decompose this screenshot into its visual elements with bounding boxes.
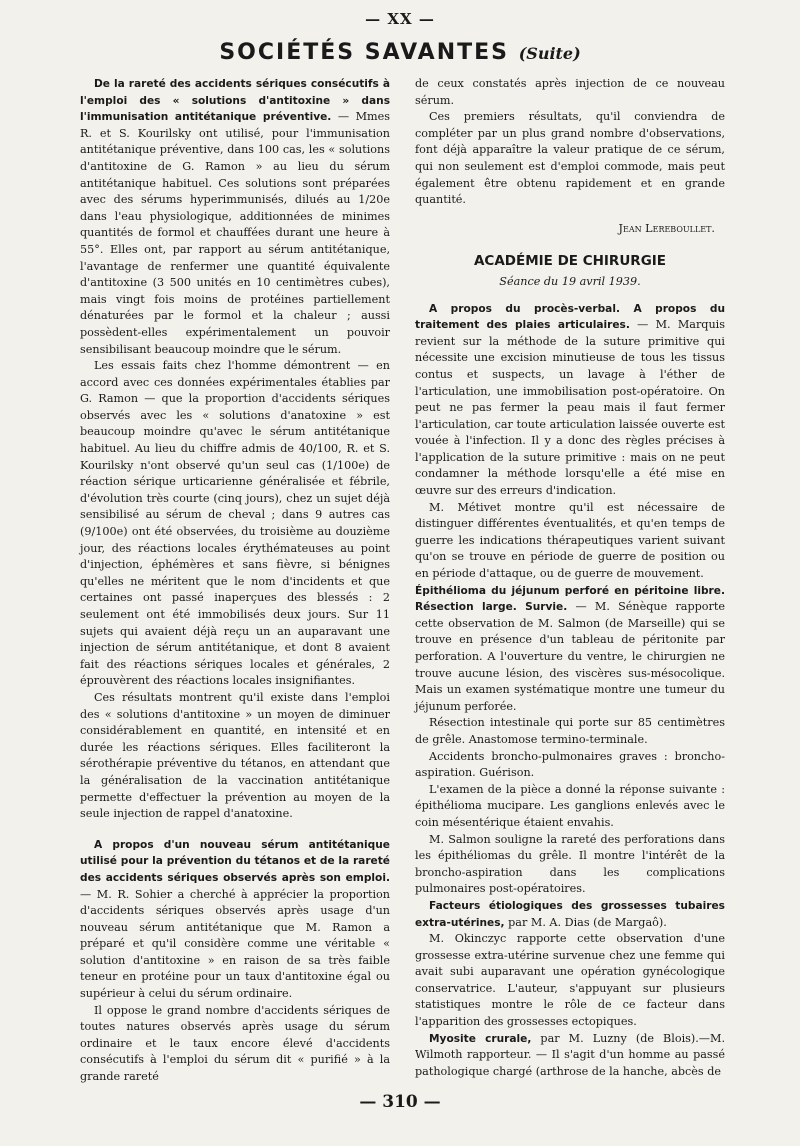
item-3-paragraph: [415, 898, 725, 931]
paragraph: L'examen de la pièce a donné la réponse suivante : épithélioma mucipare. Les ganglions enlevés avec le coin mésentérique étaient envahis.: [415, 782, 725, 829]
item-2-heading: Épithélioma du jéjunum perforé en péritoine libre. Résection large. Survie.: [415, 584, 725, 614]
page-number: — 310 —: [359, 1092, 441, 1112]
article-2-body: — M. R. Sohier a cherché à apprécier la proportion d'accidents sériques observés après usage d'un nouveau sérum antitétanique que M. Ramon a préparé et qu'il considère comme une véritable « solution d'antitoxine » en raison de sa très faible teneur en protéine pour un taux d'antitoxine égal ou supérieur à celui du sérum ordinaire.: [80, 887, 390, 1001]
article-1-first-paragraph: [80, 76, 390, 358]
item-4-body: par M. Luzny (de Blois).—M. Wilmoth rapporteur. — Il s'agit d'un homme au passé pathologique chargé (arthrose de la hanche, abcès de: [415, 1031, 726, 1078]
item-2-body: — M. Sénèque rapporte cette observation de M. Salmon (de Marseille) qui se trouve en présence d'un tableau de péritonite par perforation. A l'ouverture du ventre, le chirurgien ne trouve aucune lésion, des viscères sus-mésocolique. Mais un examen systématique montre une tumeur du jéjunum perforée.: [415, 600, 725, 713]
article-1-body: — Mmes R. et S. Kourilsky ont utilisé, pour l'immunisation antitétanique préventive, dans 100 cas, les « solutions d'antitoxine de G. Ramon » au lieu du sérum antitétanique habituel. Ces solutions sont préparées avec des sérums hyperimmunisés, dilués au 1/20e dans l'eau physiologique, additionnées de minimes quantités de formol et chauffées durant une heure à 55°. Elles ont, par rapport au sérum antitétanique, l'avantage de renfermer une quantité équivalente d'antitoxine (3 500 unités en 10 centimètres cubes), mais vingt fois moins de protéines partiellement dénaturées par le formol et la chaleur ; aussi possèdent-elles expérimentalement un pouvoir sensibilisant beaucoup moindre que le sérum.: [80, 110, 391, 356]
paragraph: M. Salmon souligne la rareté des perforations dans les épithéliomas du grêle. Il montre l'intérêt de la broncho-aspiration dans les complications pulmonaires post-opératoires.: [415, 832, 725, 896]
paragraph: M. Okinczyc rapporte cette observation d'une grossesse extra-utérine survenue chez une femme qui avait subi auparavant une opération gynécologique conservatrice. L'auteur, s'appuyant sur plusieurs statistiques montre le rôle de ce facteur dans l'apparition des grossesses ectopiques.: [415, 932, 725, 1029]
item-3-heading: Facteurs étiologiques des grossesses tubaires extra-utérines,: [415, 899, 725, 929]
item-4-heading: Myosite crurale,: [429, 1032, 532, 1045]
section-title: ACADÉMIE DE CHIRURGIE: [473, 253, 667, 270]
continued-paragraph: de ceux constatés après injection de ce nouveau sérum.: [415, 77, 725, 107]
article-2-paragraph: Il oppose le grand nombre d'accidents sériques de toutes natures observés après usage du sérum ordinaire et le taux encore élevé d'accidents consécutifs à l'emploi du sérum dit « purifié » à la grande rareté: [80, 1003, 390, 1084]
section-date: Séance du 19 avril 1939.: [499, 274, 641, 288]
item-4-paragraph: [415, 1031, 725, 1081]
page-roman-numeral: — XX —: [365, 10, 435, 28]
article-2-heading: A propos d'un nouveau sérum antitétanique utilisé pour la prévention du tétanos et de la rareté des accidents sériques observés après son emploi.: [80, 838, 390, 884]
paragraph: Accidents broncho-pulmonaires graves : broncho-aspiration. Guérison.: [415, 749, 725, 780]
paragraph: Ces premiers résultats, qu'il conviendra de compléter par un plus grand nombre d'observations, font déjà apparaître la valeur pratique de ce sérum, qui non seulement est d'emploi commode, mais peut également être obtenu rapidement et en grande quantité.: [415, 110, 725, 207]
article-2-first-paragraph: [80, 837, 390, 1003]
title-suite: (Suite): [518, 44, 581, 63]
paragraph: Résection intestinale qui porte sur 85 centimètres de grêle. Anastomose termino-terminale.: [415, 716, 725, 746]
signature: Jean Lereboullet.: [618, 221, 715, 235]
item-1-body: — M. Marquis revient sur la méthode de la suture primitive qui nécessite une excision minutieuse de tous les tissus contus et suspects, un lavage à l'éther de l'articulation, une immobilisation post-opératoire. On peut ne pas fermer la peau mais il faut fermer l'articulation, car toute articulation laissée ouverte est vouée à l'infection. Il y a donc des règles précises à l'application de la suture primitive : mais on ne peut condamner la méthode lorsqu'elle a été mise en œuvre sur des erreurs d'indication.: [415, 318, 725, 498]
article-1-heading: De la rareté des accidents sériques consécutifs à l'emploi des « solutions d'antitoxine » dans l'immunisation antitétanique préventive.: [80, 78, 390, 124]
article-1-paragraph: Les essais faits chez l'homme démontrent — en accord avec ces données expérimentales établies par G. Ramon — que la proportion d'accidents sériques observés avec les « solutions d'anatoxine » est beaucoup moindre qu'avec le sérum antitétanique habituel. Au lieu du chiffre admis de 40/100, R. et S. Kourilsky n'ont observé qu'un seul cas (1/100e) de réaction sérique urticarienne généralisée et fébrile, d'évolution très courte (cinq jours), chez un sujet déjà sensibilisé au sérum de cheval ; dans 9 autres cas (9/100e) ont été observées, du troisième au douzième jour, des réactions locales érythémateuses au point d'injection, éphémères et sans fièvre, si bénignes qu'elles ne méritent que le nom d'incidents et que certaines ont passé inaperçues des blessés : 2 seulement ont été immobilisés deux jours. Sur 11 sujets qui avaient déjà reçu un an auparavant une injection de sérum antitétanique, et dont 8 avaient fait des réactions sériques locales et générales, 2 éprouvèrent des réactions locales insignifiantes.: [80, 359, 390, 688]
page-title: [0, 40, 800, 65]
title-main: SOCIÉTÉS SAVANTES: [219, 40, 510, 65]
item-2-paragraph: [415, 583, 725, 716]
item-1-paragraph: [415, 301, 725, 500]
right-column: [415, 76, 725, 1080]
item-1-heading: A propos du procès-verbal. A propos du traitement des plaies articulaires.: [415, 302, 725, 332]
item-3-author: par M. A. Dias (de Margaô).: [508, 915, 667, 929]
left-column: [80, 76, 390, 1086]
paragraph: M. Métivet montre qu'il est nécessaire de distinguer différentes éventualités, et qu'en temps de guerre les indications thérapeutiques varient suivant qu'on se trouve en période de guerre de position ou en période d'attaque, ou de guerre de mouvement.: [415, 500, 725, 581]
article-1-paragraph: Ces résultats montrent qu'il existe dans l'emploi des « solutions d'antitoxine » un moyen de diminuer considérablement en quantité, en intensité et en durée les réactions sériques. Elles faciliteront la sérothérapie préventive du tétanos, en attendant que la généralisation de la vaccination antitétanique permette d'effectuer la prévention au moyen de la seule injection de rappel d'anatoxine.: [80, 690, 390, 821]
